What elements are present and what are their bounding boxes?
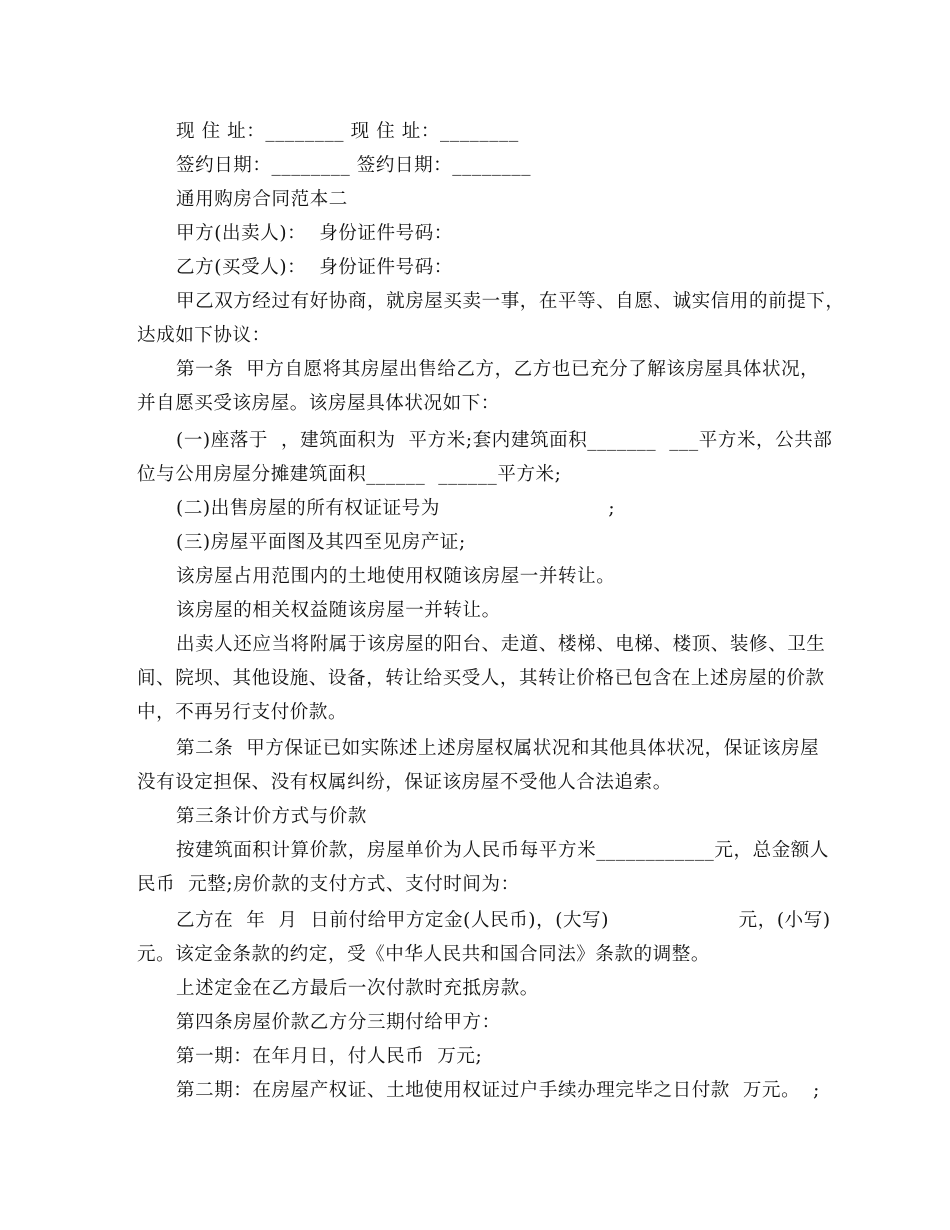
text-line: 第四条房屋价款乙方分三期付给甲方： — [176, 1012, 501, 1033]
text-line: 签约日期：________ 签约日期：________ — [176, 155, 532, 176]
text-line: 第一期：在年月日，付人民币 万元; — [176, 1046, 483, 1067]
text-line: 乙方(买受人)： 身份证件号码： — [176, 257, 453, 278]
text-line: 甲乙双方经过有好协商，就房屋买卖一事，在平等、自愿、诚实信用的前提下， — [176, 291, 845, 312]
text-line: 出卖人还应当将附属于该房屋的阳台、走道、楼梯、电梯、楼顶、装修、卫生 — [176, 634, 826, 655]
text-line: 达成如下协议： — [137, 325, 271, 346]
text-line: 现 住 址：________ 现 住 址：________ — [176, 121, 519, 142]
text-line: 通用购房合同范本二 — [176, 189, 348, 210]
text-line: 第二期：在房屋产权证、土地使用权证过户手续办理完毕之日付款 万元。 ; — [176, 1080, 820, 1101]
text-line: 位与公用房屋分摊建筑面积______ ______平方米; — [137, 464, 562, 485]
text-line: 并自愿买受该房屋。该房屋具体状况如下： — [137, 393, 500, 414]
text-line: 上述定金在乙方最后一次付款时充抵房款。 — [176, 978, 539, 999]
text-line: 民币 元整;房价款的支付方式、支付时间为： — [137, 874, 520, 895]
text-line: 该房屋的相关权益随该房屋一并转让。 — [176, 600, 501, 621]
text-line: (三)房屋平面图及其四至见房产证; — [176, 532, 466, 553]
text-line: (二)出售房屋的所有权证证号为 ; — [176, 498, 616, 519]
text-line: 中，不再另行支付价款。 — [137, 702, 348, 723]
text-line: 第一条 甲方自愿将其房屋出售给乙方，乙方也已充分了解该房屋具体状况， — [176, 359, 820, 380]
text-line: (一)座落于 ，建筑面积为 平方米;套内建筑面积_______ ___平方米，公共部 — [176, 430, 833, 451]
text-line: 乙方在 年 月 日前付给甲方定金(人民币)，(大写) 元，(小写) — [176, 910, 831, 931]
text-line: 第三条计价方式与价款 — [176, 806, 368, 827]
text-line: 该房屋占用范围内的土地使用权随该房屋一并转让。 — [176, 566, 616, 587]
text-line: 元。该定金条款的约定，受《中华人民共和国合同法》条款的调整。 — [137, 944, 711, 965]
text-line: 没有设定担保、没有权属纠纷，保证该房屋不受他人合法追索。 — [137, 772, 672, 793]
text-line: 间、院坝、其他设施、设备，转让给买受人，其转让价格已包含在上述房屋的价款 — [137, 668, 825, 689]
text-line: 甲方(出卖人)： 身份证件号码： — [176, 223, 453, 244]
text-line: 第二条 甲方保证已如实陈述上述房屋权属状况和其他具体状况，保证该房屋 — [176, 738, 820, 759]
text-line: 按建筑面积计算价款，房屋单价为人民币每平方米____________元，总金额人 — [176, 840, 830, 861]
